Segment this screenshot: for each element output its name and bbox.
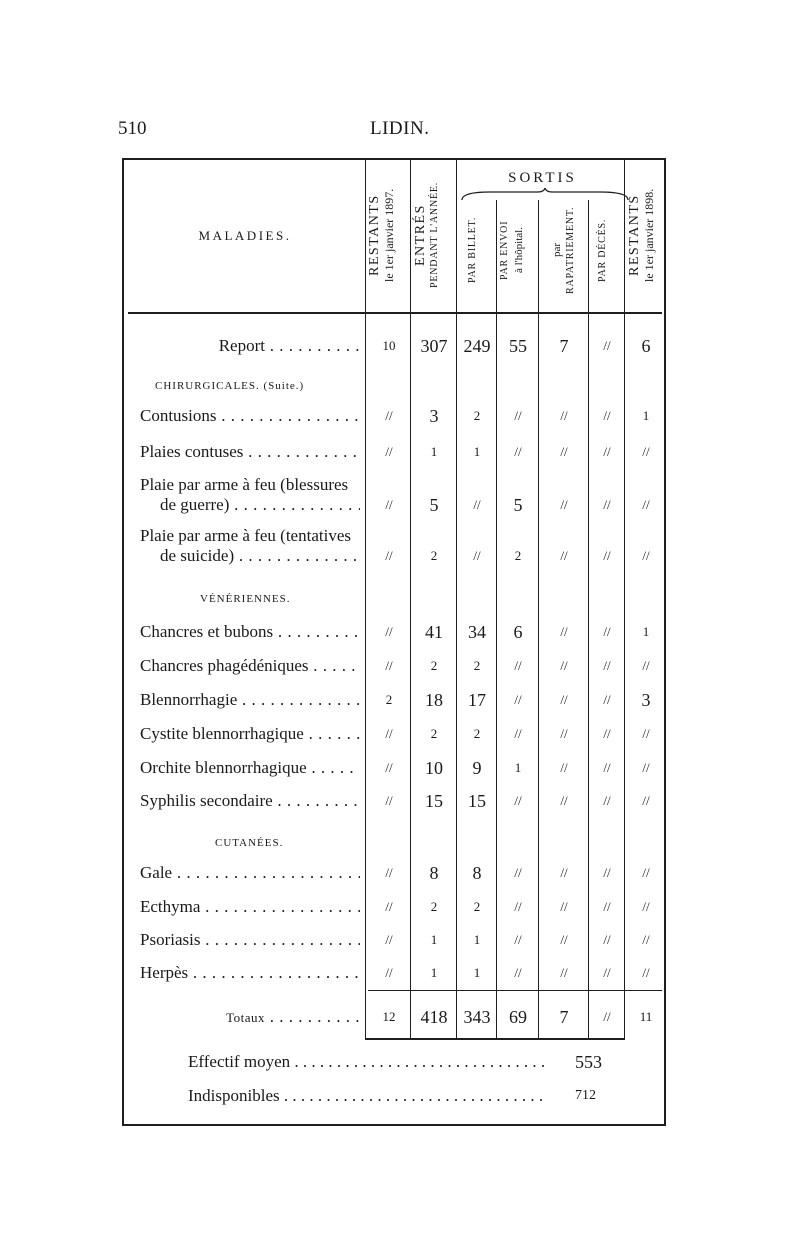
row-label: Syphilis secondaire . . . [140,790,360,812]
section-heading-cutanees: CUTANÉES. [215,837,284,849]
row-label: Plaie par arme à feu (blessures [140,475,349,494]
header-sortis: SORTIS [508,170,577,186]
header-restants-start: RESTANTS le 1er janvier 1897. [367,188,396,282]
bottom-rule [365,1038,625,1040]
row-label: Blennorrhagie . . . [140,689,360,711]
cell-restants-end: 6 [641,336,651,356]
header-par-envoi: PAR ENVOI à l'hôpital. [499,220,525,280]
header-par-deces: PAR DÉCÈS. [597,218,608,282]
header-maladies: MALADIES. [198,228,292,243]
header-par-rapatriement: par RAPATRIEMENT. [551,206,576,294]
cell-par-rapatriement: 7 [559,336,569,356]
running-head [118,118,678,142]
header-par-billet: PAR BILLET. [467,216,478,284]
column-rule [365,160,366,1038]
header-rule [128,312,662,314]
cell-par-billet: 249 [463,336,491,356]
cell-entres: 307 [420,336,448,356]
row-label: Psoriasis . . . [140,929,360,951]
row-label: Cystite blennorrhagique . . . [140,723,360,745]
section-heading-chirurgicales: CHIRURGICALES. (Suite.) [155,380,305,392]
row-label: Chancres phagédéniques . . . [140,655,360,677]
effectif-moyen-value: 553 [575,1052,602,1072]
cell-par-envoi: 55 [509,336,527,356]
row-label: Contusions . . . [140,405,360,427]
running-title: LIDIN. [370,118,430,139]
totals-rule [368,990,662,991]
row-label-continued: de suicide) . . . [140,545,360,567]
header-entres: ENTRÉS PENDANT L'ANNÉE. [413,181,440,289]
document-page: 510 LIDIN. MALADIES. RESTANTS le 1er janvier 1897. ENTRÉS PENDANT L'ANNÉE. SORTIS PAR BILLET. PAR ENVOI à l'hôpital. par RAPATRIEMENT. PAR DÉCÈS. RESTANTS le 1er janvier 1898. Report . . . 10 307 249 55 7 // 6 CHIRURGICALES. (Suite.) Contusions . . . // 3 2 // // // 1 Plaies contuses . . . // 1 1 // // // // Plaie par arme à feu (blessures de guerre) . . . // 5 // 5 // // // Plaie par arme à feu (tentatives de suicide) . . . // 2 // 2 // // // VÉNÉRIENNES. Chancres et bubons . . . // 41 34 6 // // 1 Chancres phagédéniques . . . // 2 2 // // // // Blennorrhagie . . . 2 18 17 // // // 3 Cystite blennorrhagique . . . // 2 2 // // // // Orchite blennorrhagique . . . // 10 9 1 // // // Syphilis secondaire . . . // 15 15 // // // // CUTANÉES. Gale . . . // 8 8 // // // // Ecthyma . . . // 2 2 // // // // Psoriasis . . . // 1 1 // // // // Herpès . . . // 1 1 // // // // Totaux . . . 12 418 343 69 7 // 11 Effectif moyen . . . 553 Indisponibles . . . 712 [0,0,800,1245]
row-label: Herpès . . . [140,962,360,984]
header-restants-end: RESTANTS le 1er janvier 1898. [627,188,656,282]
effectif-moyen-line: Effectif moyen . . . [188,1052,548,1077]
row-label: Totaux . . . [140,1006,360,1029]
cell-par-deces: // [603,338,611,353]
indisponibles-line: Indisponibles . . . [188,1086,548,1111]
row-label: Chancres et bubons . . . [140,621,360,643]
row-label: Ecthyma . . . [140,896,360,918]
cell-restants-start: 10 [382,338,396,353]
row-label: Gale . . . [140,862,360,884]
row-label-continued: de guerre) . . . [140,494,360,516]
indisponibles-value: 712 [575,1088,596,1103]
row-label: Orchite blennorrhagique . . . [140,757,360,779]
page-number: 510 [118,118,147,139]
row-label: Plaie par arme à feu (tentatives [140,526,351,545]
section-heading-veneriennes: VÉNÉRIENNES. [200,593,291,605]
row-label: Plaies contuses . . . [140,441,360,463]
row-label: Report . . . [140,335,360,357]
